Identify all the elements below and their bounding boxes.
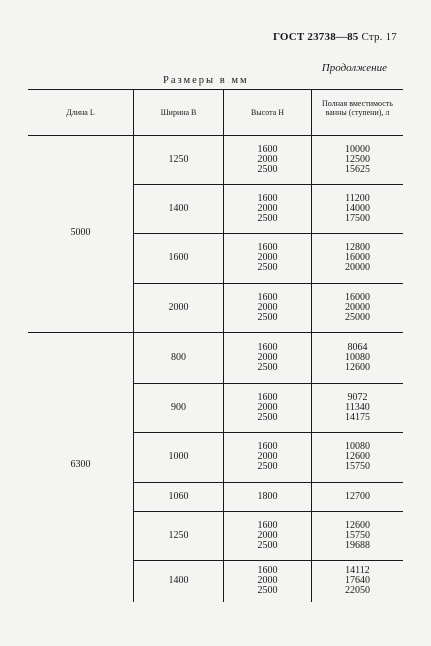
volume-value: 11340 [345,401,370,413]
row-divider [134,432,403,433]
header-bottom-rule [28,135,403,136]
height-value: 2500 [257,539,278,551]
volume-values [312,442,403,472]
row-divider [134,184,403,185]
width-cell: 800 [171,351,186,363]
height-value: 2000 [257,529,278,541]
standard-title: ГОСТ 23738—85 [272,31,359,43]
height-value: 2500 [257,585,278,596]
height-value: 1600 [257,341,278,353]
width-cell: 1400 [168,575,189,586]
volume-value: 22050 [345,585,370,596]
volume-values [312,243,403,273]
width-cell: 1000 [168,451,189,462]
width-cell: 1600 [168,252,189,263]
row-divider [134,511,403,512]
height-value: 2000 [257,575,278,586]
continuation-label: Продолжение [321,62,387,74]
height-value: 1600 [257,565,278,576]
height-value: 1600 [257,192,278,204]
height-value: 2500 [257,461,278,472]
width-cell: 1250 [168,153,189,165]
table-top-rule [28,89,403,90]
height-values [224,393,311,423]
height-value: 2000 [257,301,278,313]
volume-value: 11200 [345,192,370,204]
volume-value: 12600 [345,519,370,531]
volume-value: 10080 [345,351,370,363]
row-divider [134,482,403,483]
volume-value: 12700 [345,490,370,502]
volume-value: 17500 [345,212,370,224]
volume-value: 14112 [345,565,370,576]
height-value: 2500 [257,262,278,273]
height-value: 2000 [257,401,278,413]
length-cell: 6300 [70,459,91,470]
height-value: 1600 [257,143,278,155]
height-values [224,521,311,551]
volume-value: 16000 [345,291,370,303]
height-values [224,243,311,273]
volume-value: 17640 [345,575,370,586]
height-value: 2000 [257,351,278,363]
volume-value: 12600 [345,361,370,373]
height-value: 1800 [257,490,278,502]
volume-value: 8064 [347,341,368,353]
height-value: 1600 [257,291,278,303]
page-number: Стр. 17 [361,31,397,43]
height-values [224,293,311,323]
width-cell: 1400 [168,202,189,214]
height-value: 2000 [257,153,278,165]
width-cell: 1250 [168,529,189,541]
volume-values [312,343,403,373]
volume-value: 10000 [345,143,370,155]
volume-value: 12500 [345,153,370,165]
width-cell: 900 [171,401,186,413]
height-value: 1600 [257,519,278,531]
volume-value: 9072 [347,391,368,403]
height-value: 2500 [257,411,278,423]
height-values [224,442,311,472]
height-value: 1600 [257,441,278,452]
volume-value: 15750 [345,529,370,541]
volume-values [312,492,403,502]
height-values [224,492,311,502]
volume-value: 14000 [345,202,370,214]
volume-value: 20000 [345,262,370,273]
row-divider [134,383,403,384]
volume-value: 12600 [345,451,370,462]
height-value: 2000 [257,252,278,263]
height-values [224,145,311,175]
row-divider [134,233,403,234]
volume-values [312,566,403,596]
volume-value: 20000 [345,301,370,313]
height-value: 2000 [257,202,278,214]
height-value: 2500 [257,311,278,323]
height-value: 2500 [257,212,278,224]
page-header [273,31,397,43]
volume-value: 16000 [345,252,370,263]
row-divider [134,283,403,284]
length-cell: 5000 [70,227,91,238]
height-values [224,343,311,373]
volume-value: 12800 [345,242,370,253]
volume-values [312,145,403,175]
header-length: Длина L [66,108,95,117]
volume-value: 19688 [345,539,370,551]
header-volume: Полная вместимость ванны (ступени), л [322,99,393,117]
width-cell: 1060 [168,490,189,502]
volume-value: 10080 [345,441,370,452]
table-caption: Размеры в мм [163,75,249,86]
volume-value: 15625 [345,163,370,175]
volume-values [312,393,403,423]
height-value: 2000 [257,451,278,462]
height-values [224,194,311,224]
header-height: Высота H [250,108,285,117]
volume-value: 25000 [345,311,370,323]
volume-value: 14175 [345,411,370,423]
width-cell: 2000 [168,301,189,313]
section-divider [28,332,403,333]
height-value: 1600 [257,242,278,253]
height-values [224,566,311,596]
volume-values [312,521,403,551]
column-divider [133,89,134,602]
volume-values [312,293,403,323]
volume-value: 15750 [345,461,370,472]
volume-values [312,194,403,224]
header-width: Ширина B [160,108,197,117]
height-value: 1600 [257,391,278,403]
row-divider [134,560,403,561]
height-value: 2500 [257,163,278,175]
height-value: 2500 [257,361,278,373]
